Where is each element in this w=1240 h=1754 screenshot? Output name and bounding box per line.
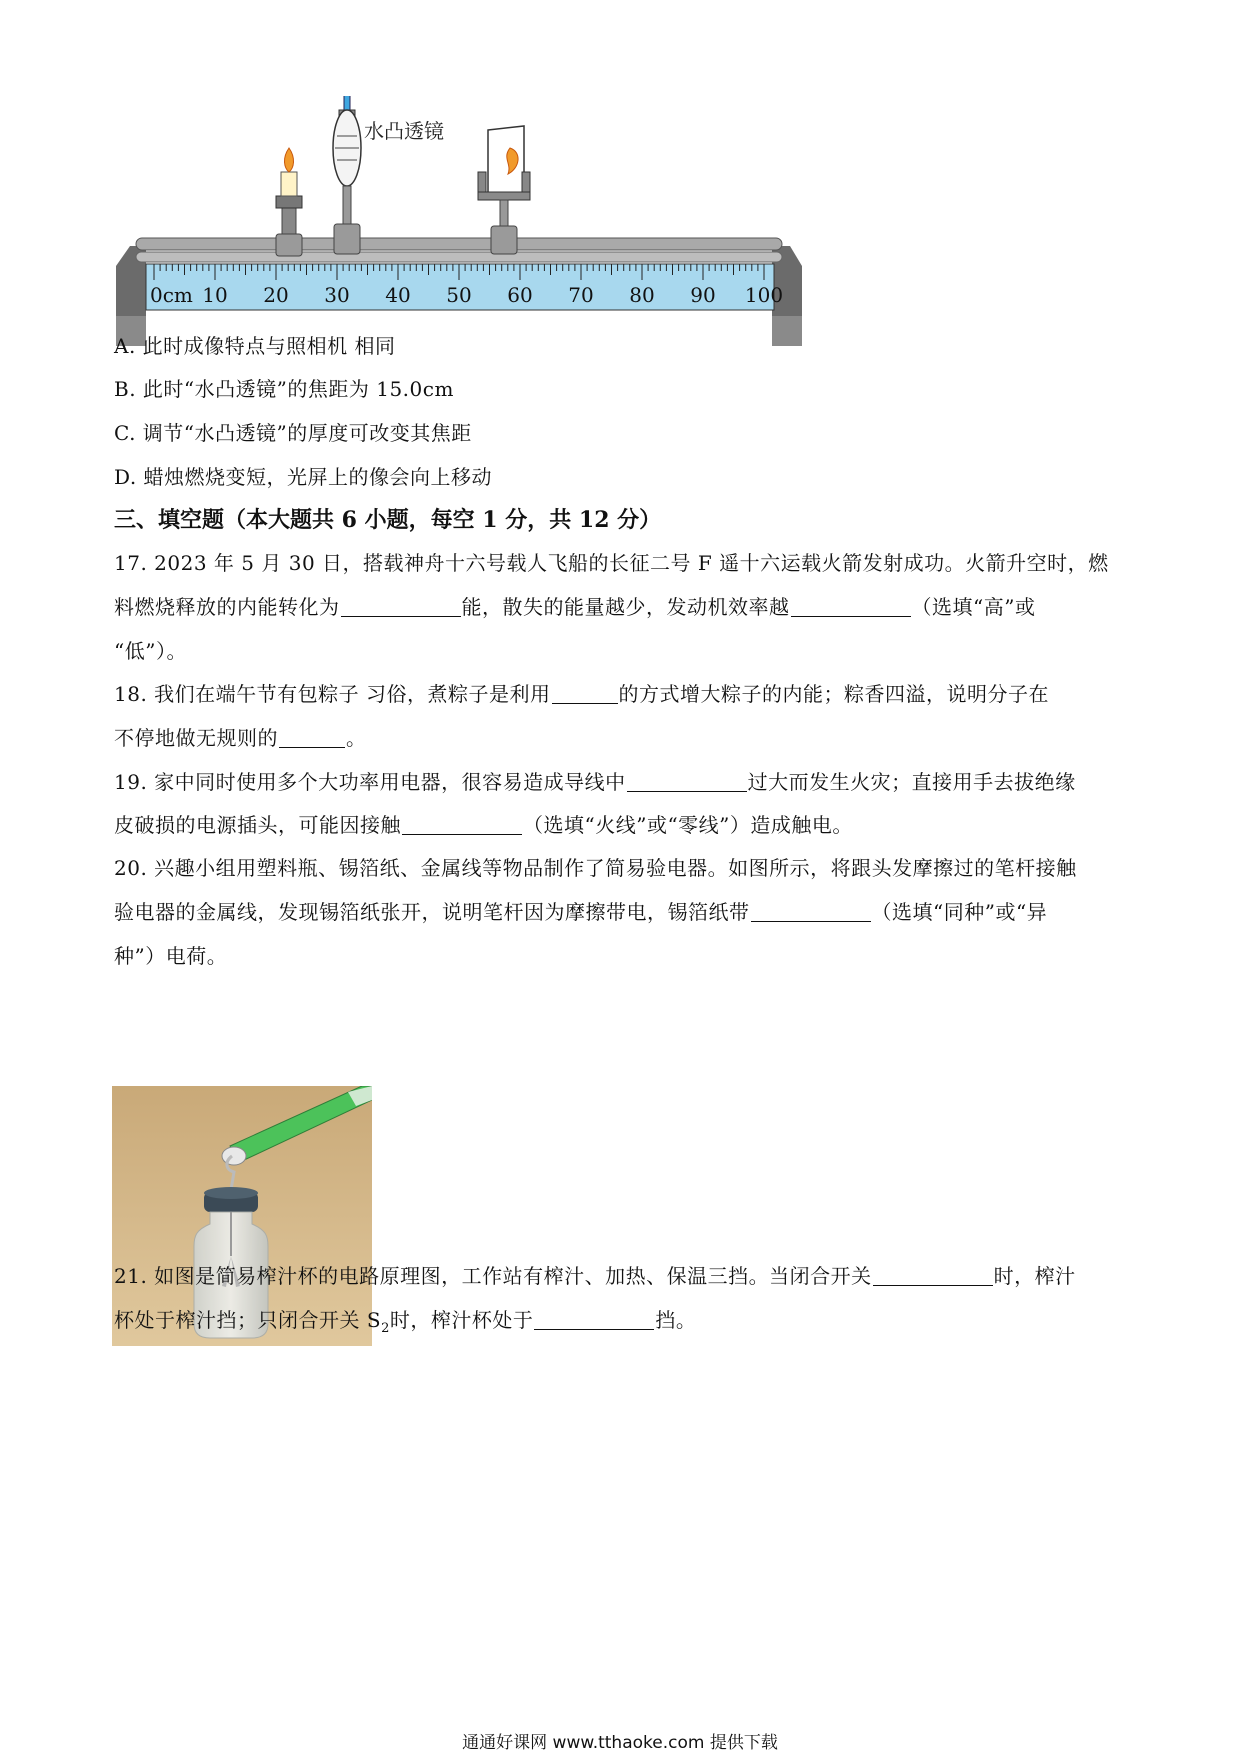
q17-line3: “低”）。 bbox=[114, 639, 187, 663]
q20-line3: 种”）电荷。 bbox=[114, 944, 228, 968]
q18-line1 bbox=[114, 678, 1049, 707]
q17-blank-1[interactable] bbox=[341, 594, 461, 617]
q21-text-b: 时，榨汁 bbox=[993, 1264, 1076, 1288]
q17-line1: 17. 2023 年 5 月 30 日，搭载神舟十六号载人飞船的长征二号 F 遥十六运载火箭发射成功。火箭升空时，燃 bbox=[114, 551, 1109, 575]
q18-text-d: 。 bbox=[346, 726, 367, 750]
ruler-tick-label: 50 bbox=[446, 283, 472, 307]
q21-text-d: 时，榨汁杯处于 bbox=[389, 1308, 534, 1332]
optical-bench-figure bbox=[110, 96, 810, 356]
section-heading: 三、填空题（本大题共 6 小题，每空 1 分，共 12 分） bbox=[114, 507, 662, 533]
q21-blank-2[interactable] bbox=[534, 1307, 654, 1330]
q18-blank-2[interactable] bbox=[279, 725, 345, 748]
q17-blank-2[interactable] bbox=[791, 594, 911, 617]
q20-text-a: 验电器的金属线，发现锡箔纸张开，说明笔杆因为摩擦带电，锡箔纸带 bbox=[114, 900, 750, 924]
q20-line1: 20. 兴趣小组用塑料瓶、锡箔纸、金属线等物品制作了简易验电器。如图所示，将跟头发摩擦过的笔杆接触 bbox=[114, 856, 1077, 880]
option-c: C. 调节“水凸透镜”的厚度可改变其焦距 bbox=[114, 421, 472, 445]
ruler-tick-label: 90 bbox=[690, 283, 716, 307]
rail-top bbox=[136, 238, 782, 250]
rail-bottom bbox=[136, 252, 782, 262]
ruler-tick-label: 100 bbox=[744, 283, 784, 307]
q19-text-c: 皮破损的电源插头，可能因接触 bbox=[114, 813, 401, 837]
q21-line2 bbox=[114, 1304, 696, 1336]
q17-text-c: （选填“高”或 bbox=[911, 595, 1036, 619]
ruler-tick-label: 40 bbox=[385, 283, 411, 307]
right-foot bbox=[772, 316, 802, 346]
option-a: A. 此时成像特点与照相机 相同 bbox=[114, 334, 396, 358]
lens-label: 水凸透镜 bbox=[364, 119, 444, 143]
ruler-tick-label: 70 bbox=[568, 283, 594, 307]
ruler-tick-label: 20 bbox=[263, 283, 289, 307]
ruler-tick-label: 10 bbox=[202, 283, 228, 307]
q20-text-b: （选填“同种”或“异 bbox=[871, 900, 1048, 924]
ruler-tick-label: 80 bbox=[629, 283, 655, 307]
q17-line2 bbox=[114, 591, 1035, 620]
q18-line2 bbox=[114, 722, 367, 751]
candle bbox=[276, 148, 302, 256]
ruler-tick-label: 0cm bbox=[150, 283, 193, 307]
q19-blank-2[interactable] bbox=[402, 812, 522, 835]
q18-text-a: 18. 我们在端午节有包粽子 习俗，煮粽子是利用 bbox=[114, 682, 551, 706]
option-d: D. 蜡烛燃烧变短，光屏上的像会向上移动 bbox=[114, 465, 493, 489]
q19-text-d: （选填“火线”或“零线”）造成触电。 bbox=[523, 813, 853, 837]
footer-credit: 通通好课网 www.tthaoke.com 提供下载 bbox=[462, 1733, 778, 1753]
q20-line2 bbox=[114, 896, 1047, 925]
q21-text-a: 21. 如图是简易榨汁杯的电路原理图，工作站有榨汁、加热、保温三挡。当闭合开关 bbox=[114, 1264, 872, 1288]
q17-text-b: 能，散失的能量越少，发动机效率越 bbox=[461, 595, 790, 619]
q21-text-e: 挡。 bbox=[655, 1308, 697, 1332]
q20-blank-1[interactable] bbox=[751, 899, 871, 922]
q19-line1 bbox=[114, 766, 1076, 795]
q21-text-c: 杯处于榨汁挡；只闭合开关 S bbox=[114, 1308, 382, 1332]
q21-line1 bbox=[114, 1260, 1076, 1289]
q18-text-c: 不停地做无规则的 bbox=[114, 726, 278, 750]
water-lens bbox=[333, 96, 361, 254]
q21-blank-1[interactable] bbox=[873, 1263, 993, 1286]
q21-subscript: 2 bbox=[381, 1321, 390, 1336]
option-b: B. 此时“水凸透镜”的焦距为 15.0cm bbox=[114, 377, 454, 401]
q19-blank-1[interactable] bbox=[627, 769, 747, 792]
ruler-tick-label: 30 bbox=[324, 283, 350, 307]
q19-line2 bbox=[114, 809, 853, 838]
ruler-tick-label: 60 bbox=[507, 283, 533, 307]
q17-text-a: 料燃烧释放的内能转化为 bbox=[114, 595, 340, 619]
q19-text-a: 19. 家中同时使用多个大功率用电器，很容易造成导线中 bbox=[114, 770, 626, 794]
q18-blank-1[interactable] bbox=[552, 681, 618, 704]
q18-text-b: 的方式增大粽子的内能；粽香四溢，说明分子在 bbox=[618, 682, 1050, 706]
q19-text-b: 过大而发生火灾；直接用手去拔绝缘 bbox=[747, 770, 1076, 794]
light-screen bbox=[478, 126, 530, 254]
